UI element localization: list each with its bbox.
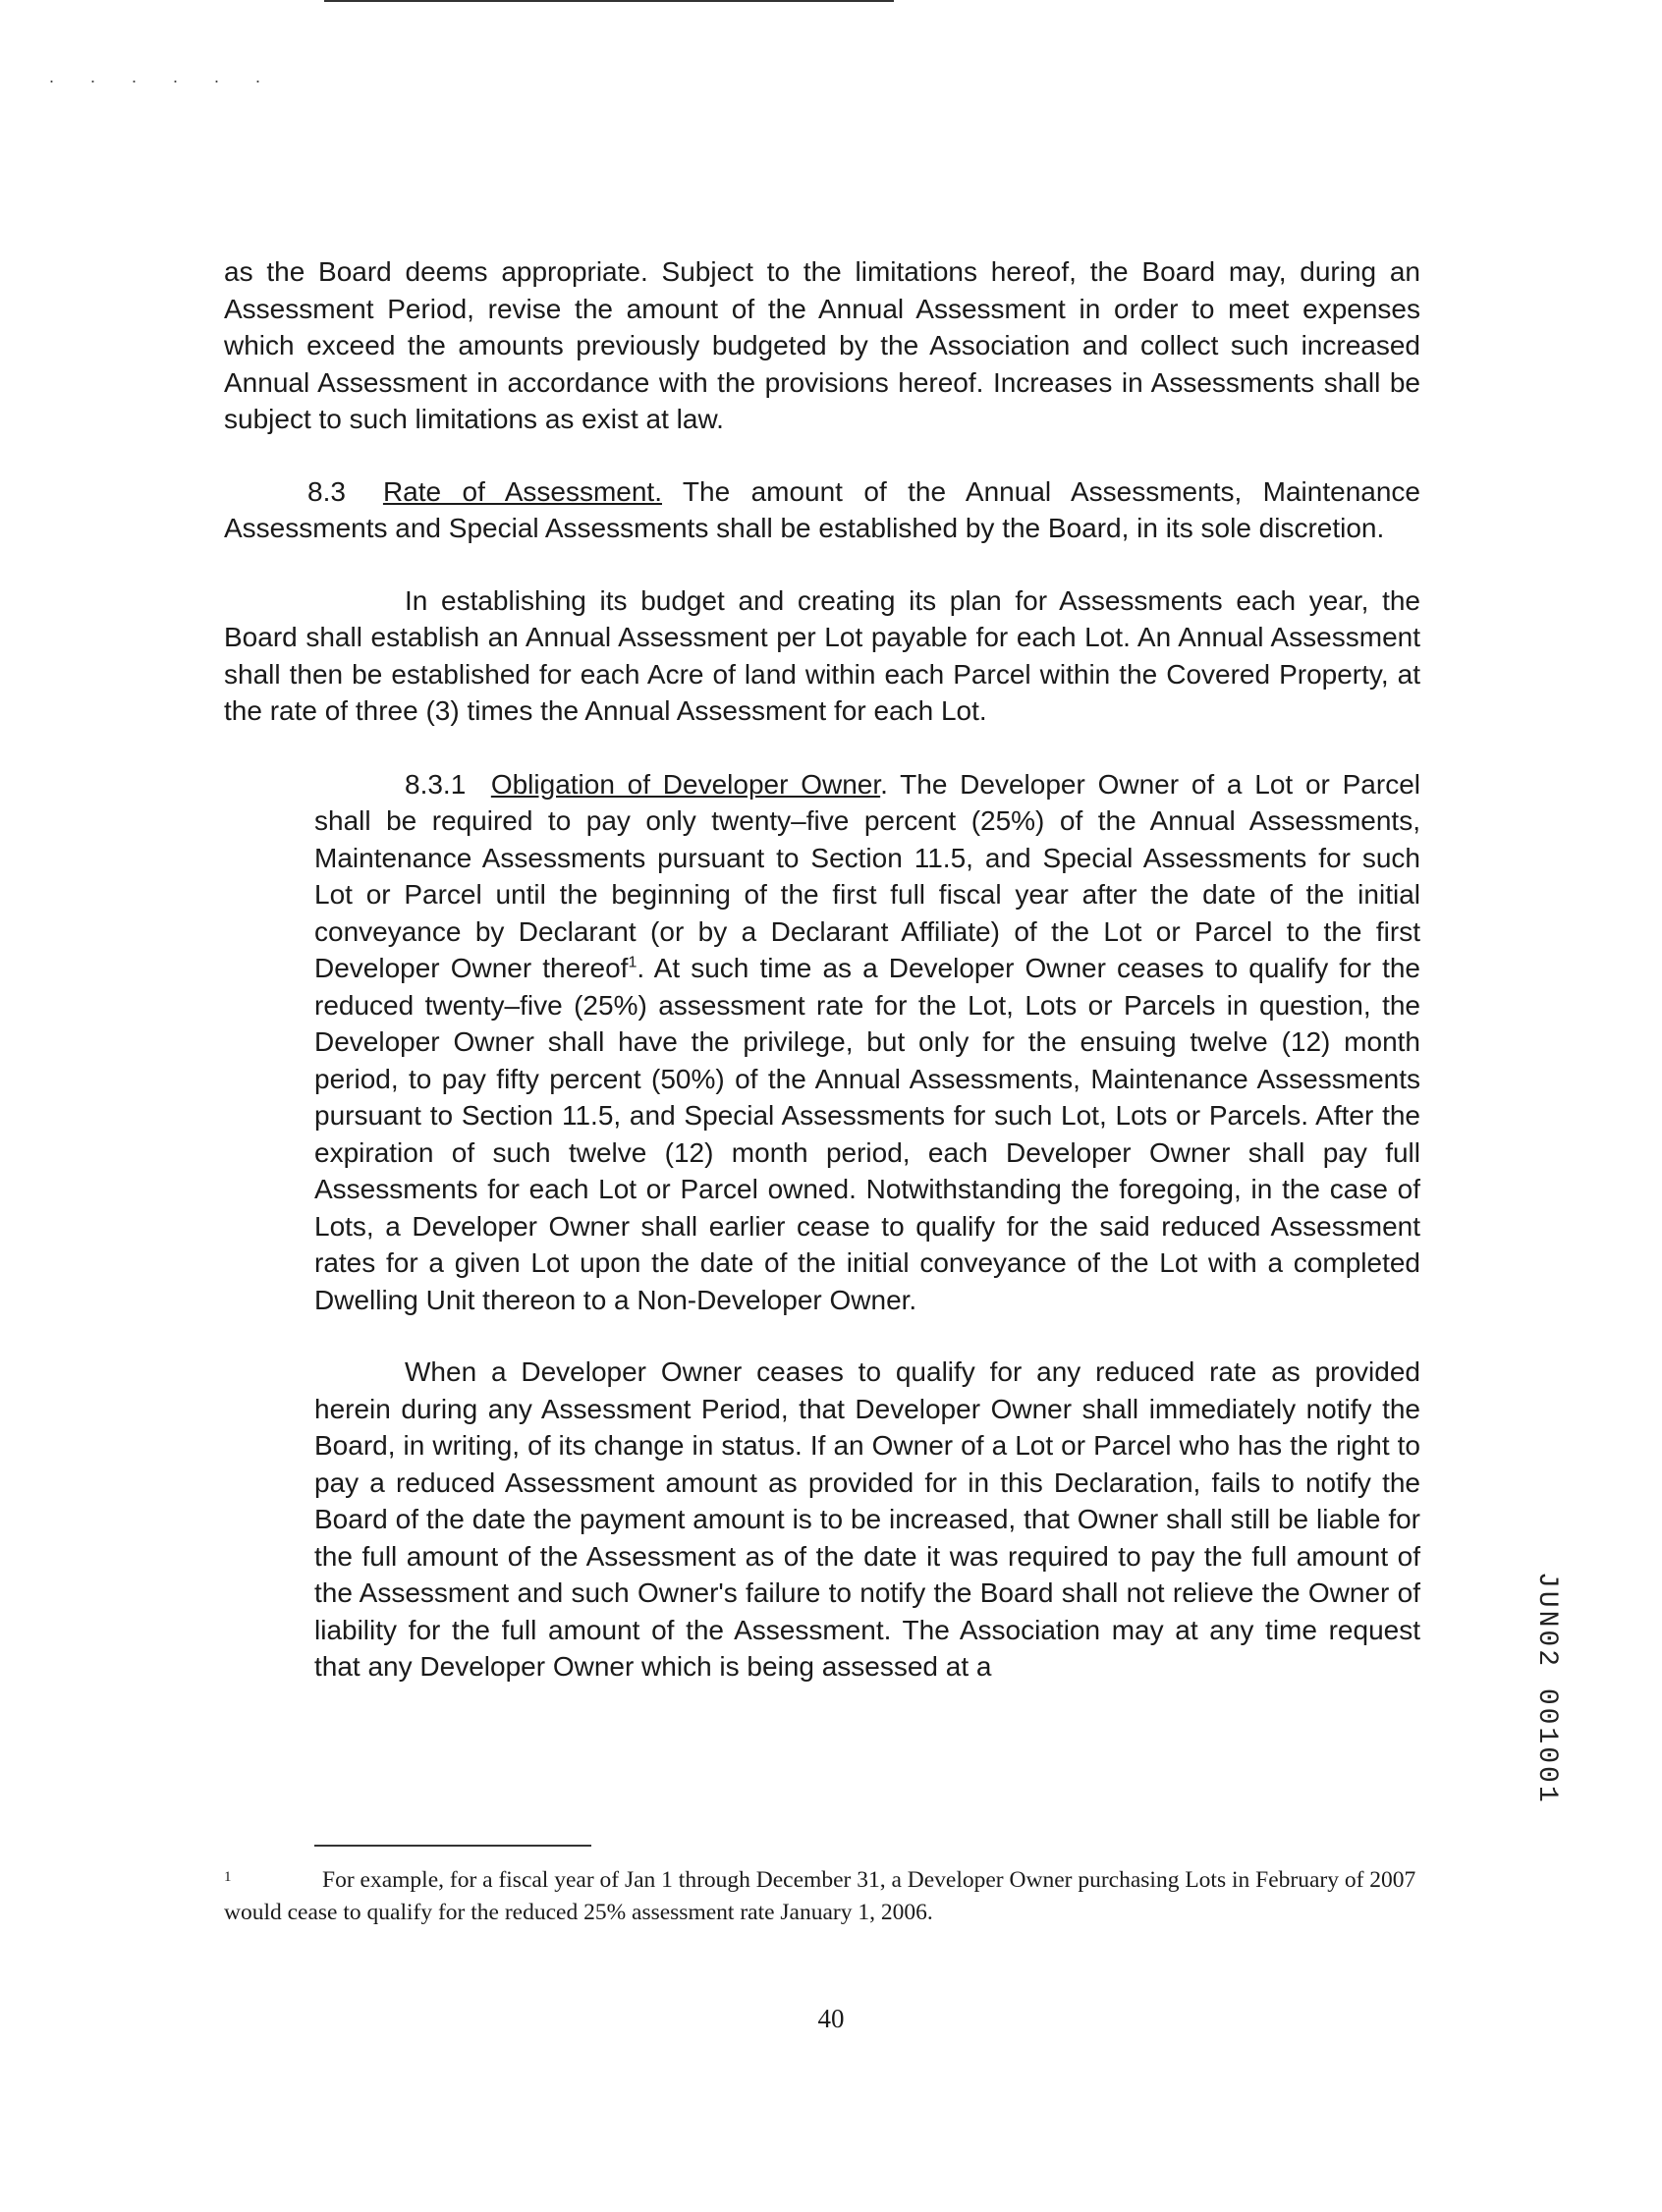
paragraph-budget: In establishing its budget and creating its plan for Assessments each year, the Board shall establish an Annual Assessment per Lot payable for each Lot. An Annual Assessment shall then be established for each Acre of land within each Parcel within the Covered Property, at the rate of three (3) times the Annual Assessment for each Lot. [224, 584, 1420, 726]
section-body: The amount of the Annual Assessments, Maintenance Assessments and Special Assessments shall be established by the Board, in its sole discretion. [224, 475, 1420, 543]
paragraph-continuation: as the Board deems appropriate. Subject to the limitations hereof, the Board may, during an Assessment Period, revise the amount of the Annual Assessment in order to meet expenses which exceed the amounts previously budgeted by the Association and collect such increased Annual Assessment in accordance with the provisions hereof. Increases in Assessments shall be subject to such limitations as exist at law. [224, 256, 1420, 434]
subsection-body-part1: . The Developer Owner of a Lot or Parcel shall be required to pay only twenty–five percent (25%) of the Annual Assessments, Maintenance Assessments pursuant to Section 11.5, and Special Assessments for such Lot or Parcel until the beginning of the first full fiscal year after the date of the initial conveyance by Declarant (or by a Declarant Affiliate) of the Lot or Parcel to the first Developer Owner thereof [314, 768, 1420, 983]
document-stamp: JUN02 001001 [1531, 1572, 1562, 1805]
subsection-number: 8.3.1 [405, 768, 467, 800]
footnote [224, 1864, 1420, 1929]
footnote-reference: 1 [628, 954, 637, 971]
page-number: 40 [817, 2004, 845, 2033]
section-8-3 [224, 473, 1420, 547]
top-rule [324, 0, 894, 2]
section-heading: Rate of Assessment. [382, 475, 662, 507]
subsection-heading: Obligation of Developer Owner [490, 768, 881, 800]
subsection-body-part2: . At such time as a Developer Owner ceases to qualify for the reduced twenty–five (25%) assessment rate for the Lot, Lots or Parcels in question, the Developer Owner shall have the privilege, but only for the ensuing twelve (12) month period, to pay fifty percent (50%) of the Annual Assessments, Maintenance Assessments pursuant to Section 11.5, and Special Assessments for such Lot, Lots or Parcels. After the expiration of such twelve (12) month period, each Developer Owner shall pay full Assessments for each Lot or Parcel owned. Notwithstanding the foregoing, in the case of Lots, a Developer Owner shall earlier cease to qualify for the said reduced Assessment rates for a given Lot upon the date of the initial conveyance of the Lot with a completed Dwelling Unit thereon to a Non-Developer Owner. [314, 953, 1420, 1315]
section-number: 8.3 [307, 475, 346, 507]
scan-specks: . . . . . . [49, 67, 277, 86]
footnote-text: For example, for a fiscal year of Jan 1 through December 31, a Developer Owner purchasing Lots in February of 2007 would cease to qualify for the reduced 25% assessment rate January 1, 2006. [224, 1867, 1416, 1925]
footnote-divider [314, 1845, 591, 1847]
paragraph-notify: When a Developer Owner ceases to qualify for any reduced rate as provided herein during any Assessment Period, that Developer Owner shall immediately notify the Board, in writing, of its change in status. If an Owner of a Lot or Parcel who has the right to pay a reduced Assessment amount as provided for in this Declaration, fails to notify the Board of the date the payment amount is to be increased, that Owner shall still be liable for the full amount of the Assessment as of the date it was required to pay the full amount of the Assessment and such Owner's failure to notify the Board shall not relieve the Owner of liability for the full amount of the Assessment. The Association may at any time request that any Developer Owner which is being assessed at a [314, 1356, 1420, 1682]
footnote-marker: 1 [224, 1869, 232, 1885]
section-8-3-1 [314, 766, 1420, 1319]
document-body [224, 253, 1420, 1686]
